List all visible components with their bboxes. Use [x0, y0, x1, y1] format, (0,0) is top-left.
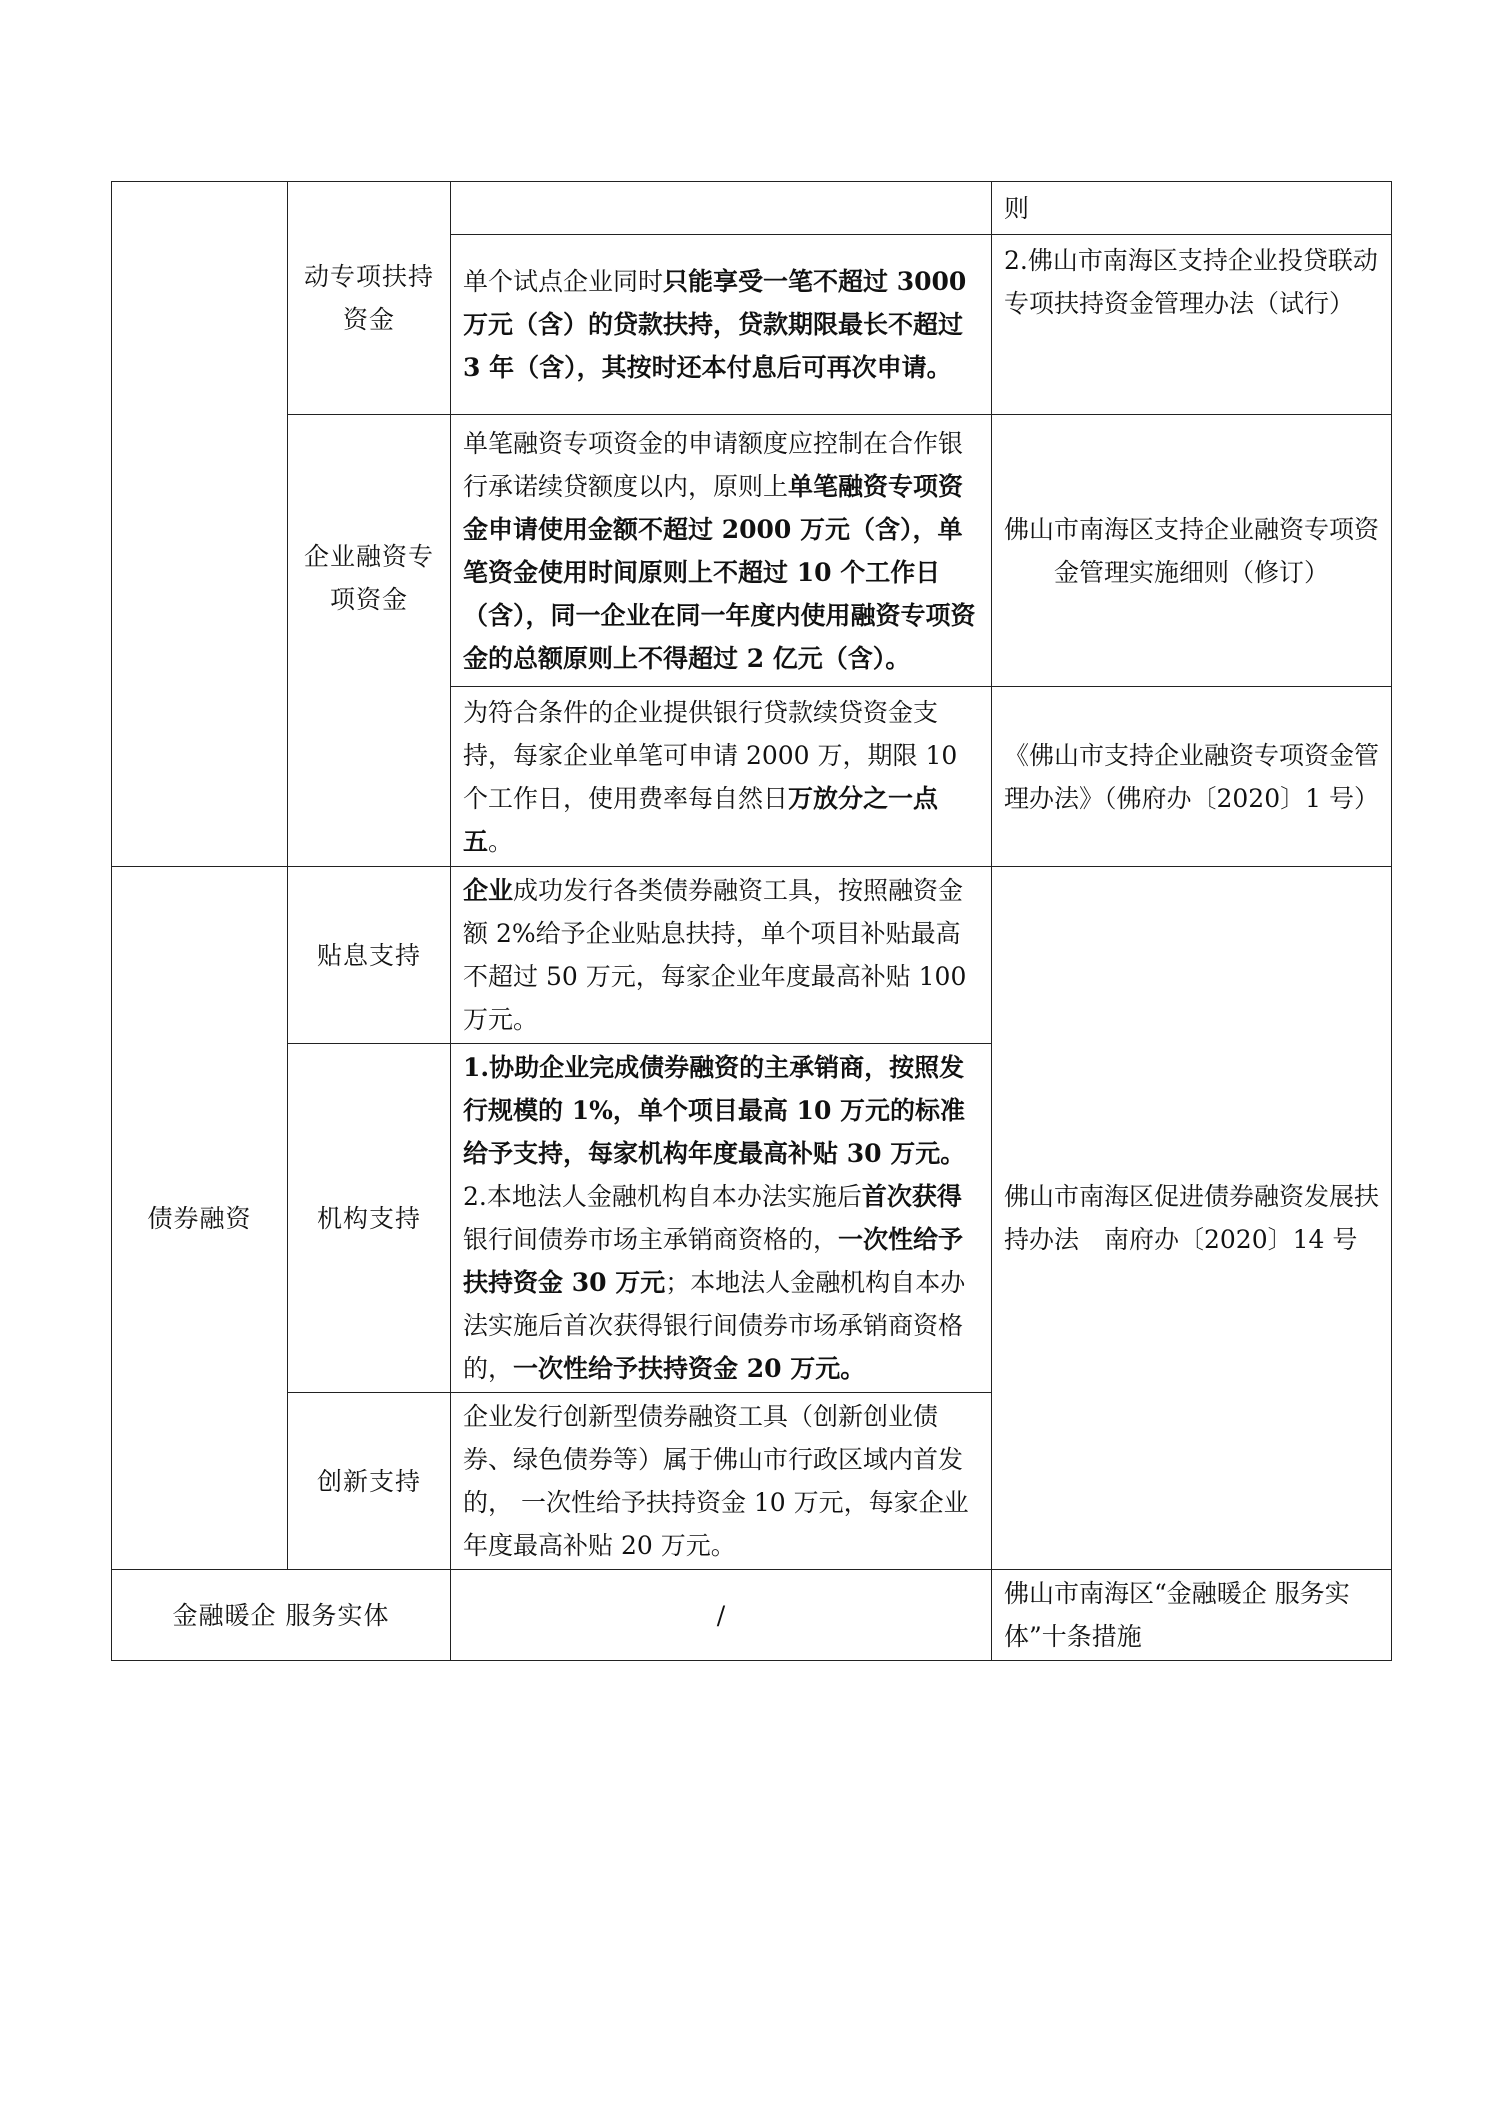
content-text: 为符合条件的企业提供银行贷款续贷资金支持，每家企业单笔可申请 2000 万，期限 10 个工作日，使用费率每自然日: [463, 697, 958, 813]
content-text: 成功发行各类债券融资工具，按照融资金额 2%给予企业贴息扶持，单个项目补贴最高不超过 50 万元，每家企业年度最高补贴 100 万元。: [463, 876, 967, 1034]
basis-text: 佛山市南海区支持企业融资专项资金管理实施细则（修订）: [1004, 514, 1380, 587]
table-row: [112, 1570, 1392, 1661]
subcategory-cell: [288, 1044, 451, 1393]
content-cell: [451, 1570, 992, 1661]
content-cell: [451, 867, 992, 1044]
category-cell: [112, 867, 288, 1570]
subcategory-label: 贴息支持: [316, 940, 421, 970]
content-text-bold: 企业: [463, 876, 514, 905]
content-text-bold: 1.协助企业完成债券融资的主承销商，按照发行规模的 1%，单个项目最高 10 万元的标准给予支持，每家机构年度最高补贴 30 万元。: [463, 1053, 966, 1168]
table-row: [112, 182, 1392, 235]
basis-cell: [992, 235, 1392, 415]
subcategory-label: 创新支持: [316, 1466, 421, 1496]
subcategory-cell: [288, 1393, 451, 1570]
basis-text: 《佛山市支持企业融资专项资金管理办法》（佛府办〔2020〕1 号）: [1004, 740, 1380, 813]
basis-cell: [992, 687, 1392, 867]
content-text: 单个试点企业同时: [463, 267, 664, 296]
content-cell: [451, 687, 992, 867]
content-text-bold: 万放分之一点五: [463, 783, 939, 856]
content-cell: [451, 415, 992, 687]
basis-cell: [992, 1570, 1392, 1661]
content-cell: [451, 1044, 992, 1393]
content-text-bold: ，其按时还本付息后可再次申请。: [576, 353, 952, 382]
subcategory-line: 动专项扶持: [303, 262, 434, 291]
category-cell: [112, 1570, 451, 1661]
content-cell-empty: [451, 182, 992, 235]
content-text-bold: 首次获得: [861, 1182, 962, 1211]
content-text: ；本地法人金融机构自本办法实施后首次获得银行间债券市场承销商资格的，: [463, 1268, 966, 1383]
content-text-bold: 单笔融资专项资金申请使用金额不超过 2000 万元（含），单笔资金使用时间原则上不超过 10 个工作日（含），同一企业在同一年度内使用融资专项资金的总额原则上不得超过 2 亿元（含）。: [463, 471, 976, 673]
basis-text: 2.佛山市南海区支持企业投贷联动专项扶持资金管理办法（试行）: [1004, 246, 1378, 318]
basis-cell: [992, 867, 1392, 1570]
content-text: 单笔融资专项资金的申请额度应控制在合作银行承诺续贷额度以内，原则上: [463, 428, 964, 501]
subcategory-cell: [288, 182, 451, 415]
basis-cell: [992, 182, 1392, 235]
category-cell-empty: [112, 182, 288, 867]
content-text-bold: 一次性给予扶持资金 30 万元: [463, 1225, 964, 1297]
subcategory-cell: [288, 415, 451, 867]
content-text: 2.本地法人金融机构自本办法实施后: [463, 1182, 862, 1211]
subcategory-line: 资金: [342, 305, 395, 334]
content-cell: [451, 235, 992, 415]
basis-text: 佛山市南海区“金融暖企 服务实体”十条措施: [1004, 1579, 1350, 1651]
subcategory-label: 机构支持: [316, 1203, 421, 1233]
table-row: [112, 867, 1392, 1044]
category-label: 债券融资: [147, 1203, 252, 1233]
content-text-bold: 一次性给予扶持资金 20 万元。: [513, 1354, 866, 1383]
basis-cell: [992, 415, 1392, 687]
content-text: 。: [488, 826, 514, 856]
subcategory-cell: [288, 867, 451, 1044]
basis-text: 佛山市南海区促进债券融资发展扶持办法 南府办〔2020〕14 号: [1004, 1182, 1380, 1254]
content-text: /: [716, 1600, 726, 1630]
category-label: 金融暖企 服务实体: [172, 1600, 390, 1630]
policy-table: [111, 181, 1392, 1661]
content-text: 银行间债券市场主承销商资格的，: [463, 1225, 839, 1254]
subcategory-line: 企业融资专: [303, 542, 434, 571]
table-row: [112, 415, 1392, 687]
content-text-bold: 只能享受一笔不超过 3000 万元（含）的贷款扶持，贷款期限最长不超过 3 年（含）: [463, 267, 967, 382]
subcategory-line: 项资金: [329, 585, 408, 614]
content-cell: [451, 1393, 992, 1570]
content-text: 企业发行创新型债券融资工具（创新创业债券、绿色债券等）属于佛山市行政区域内首发的， 一次性给予扶持资金 10 万元，每家企业年度最高补贴 20 万元。: [463, 1402, 969, 1560]
basis-text: 则: [1004, 193, 1030, 223]
